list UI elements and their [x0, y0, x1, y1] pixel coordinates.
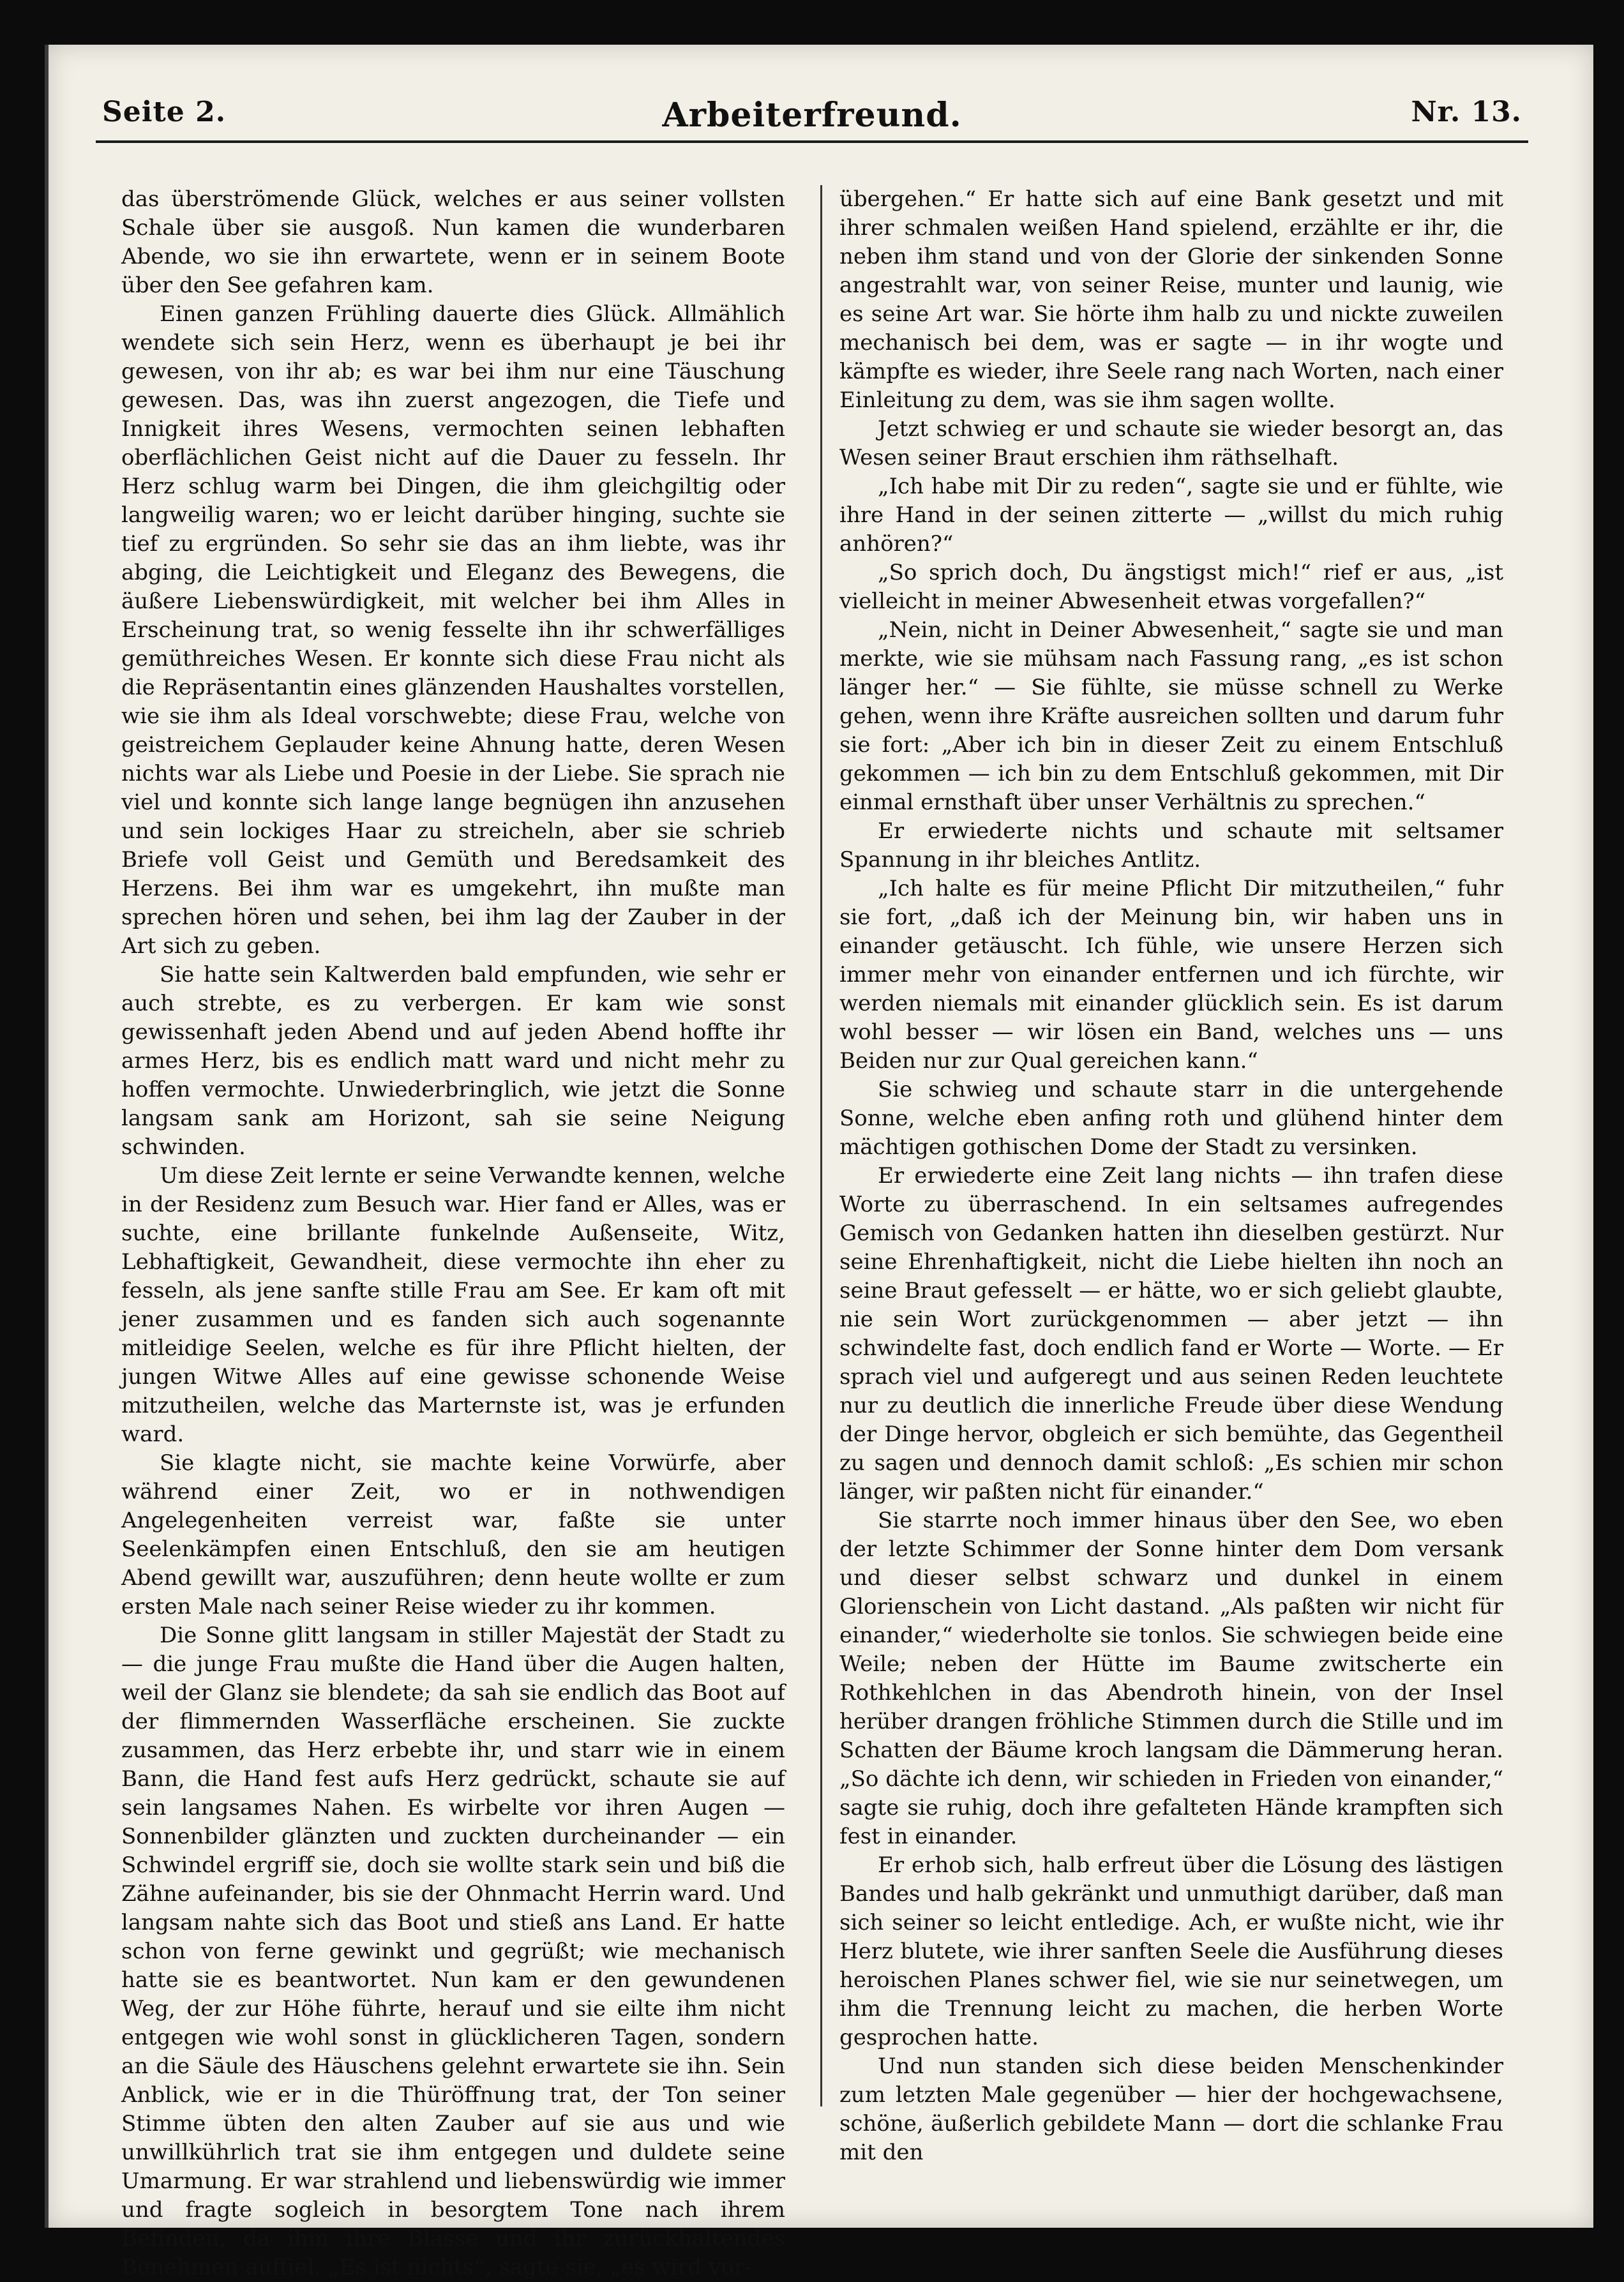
paragraph: das überströmende Glück, welches er aus seiner vollsten Schale über sie ausgoß. Nun kamen die wunderbaren Abende, wo sie ihn erwartete, wenn er in seinem Boote über den See gefahren kam.: [121, 186, 785, 298]
column-divider: [820, 185, 822, 2106]
paragraph: Sie klagte nicht, sie machte keine Vorwürfe, aber während einer Zeit, wo er in nothwendigen Angelegenheiten verreist war, faßte sie unter Seelenkämpfen einen Entschluß, den sie am heutigen Abend gewillt war, auszuführen; denn heute wollte er zum ersten Male nach seiner Reise wieder zu ihr kommen.: [121, 1450, 785, 1619]
paragraph: Er erwiederte nichts und schaute mit seltsamer Spannung in ihr bleiches Antlitz.: [839, 818, 1503, 873]
newspaper-title: Arbeiterfreund.: [662, 96, 962, 135]
paragraph: Und nun standen sich diese beiden Menschenkinder zum letzten Male gegenüber — hier der hochgewachsene, schöne, äußerlich gebildete Mann — dort die schlanke Frau mit den: [839, 2053, 1503, 2165]
right-column: [839, 185, 1503, 2165]
page-header: [96, 77, 1528, 143]
paragraph: Einen ganzen Frühling dauerte dies Glück. Allmählich wendete sich sein Herz, wenn es überhaupt je bei ihr gewesen, von ihr ab; es war bei ihm nur eine Täuschung gewesen. Das, was ihn zuerst angezogen, die Tiefe und Innigkeit ihres Wesens, vermochten seinen lebhaften oberflächlichen Geist nicht auf die Dauer zu fesseln. Ihr Herz schlug warm bei Dingen, die ihm gleichgiltig oder langweilig waren; wo er leicht darüber hinging, suchte sie tief zu ergründen. So sehr sie das an ihm liebte, was ihr abging, die Leichtigkeit und Eleganz des Bewegens, die äußere Liebenswürdigkeit, mit welcher bei ihm Alles in Erscheinung trat, so wenig fesselte ihn ihr schwerfälliges gemüthreiches Wesen. Er konnte sich diese Frau nicht als die Repräsentantin eines glänzenden Haushaltes vorstellen, wie sie ihm als Ideal vorschwebte; diese Frau, welche von geistreichem Geplauder keine Ahnung hatte, deren Wesen nichts war als Liebe und Poesie in der Liebe. Sie sprach nie viel und konnte sich lange lange begnügen ihn anzusehen und sein lockiges Haar zu streicheln, aber sie schrieb Briefe voll Geist und Gemüth und Beredsamkeit des Herzens. Bei ihm war es umgekehrt, ihn mußte man sprechen hören und sehen, bei ihm lag der Zauber in der Art sich zu geben.: [121, 301, 785, 959]
paragraph: Er erwiederte eine Zeit lang nichts — ihn trafen diese Worte zu überraschend. In ein seltsames aufregendes Gemisch von Gedanken hatten ihn dieselben gestürzt. Nur seine Ehrenhaftigkeit, nicht die Liebe hielten ihn noch an seine Braut gefesselt — er hätte, wo er sich geliebt glaubte, nie sein Wort zurückgenommen — aber jetzt — ihn schwindelte fast, doch endlich fand er Worte — Worte. — Er sprach viel und aufgeregt und aus seinen Reden leuchtete nur zu deutlich die innerliche Freude über diese Wendung der Dinge hervor, obgleich er sich bemühte, das Gegentheil zu sagen und dennoch damit schloß: „Es schien mir schon länger, wir paßten nicht für einander.“: [839, 1163, 1503, 1505]
paragraph: Sie schwieg und schaute starr in die untergehende Sonne, welche eben anfing roth und glühend hinter dem mächtigen gothischen Dome der Stadt zu versinken.: [839, 1077, 1503, 1160]
paragraph: Er erhob sich, halb erfreut über die Lösung des lästigen Bandes und halb gekränkt und unmuthigt darüber, daß man sich seiner so leicht entledige. Ach, er wußte nicht, wie ihr Herz blutete, wie ihrer sanften Seele die Ausführung dieses heroischen Planes schwer fiel, wie sie nur seinetwegen, um ihm die Trennung leicht zu machen, die herben Worte gesprochen hatte.: [839, 1852, 1503, 2050]
paragraph: „So sprich doch, Du ängstigst mich!“ rief er aus, „ist vielleicht in meiner Abwesenheit etwas vorgefallen?“: [839, 560, 1503, 614]
paragraph: Sie starrte noch immer hinaus über den See, wo eben der letzte Schimmer der Sonne hinter dem Dom versank und dieser selbst schwarz und dunkel in einem Glorienschein von Licht dastand. „Als paßten wir nicht für einander,“ wiederholte sie tonlos. Sie schwiegen beide eine Weile; neben der Hütte im Baume zwitscherte ein Rothkehlchen in das Abendroth hinein, von der Insel herüber drangen fröhliche Stimmen durch die Stille und im Schatten der Bäume kroch langsam die Dämmerung heran. „So dächte ich denn, wir schieden in Frieden von einander,“ sagte sie ruhig, doch ihre gefalteten Hände krampften sich fest in einander.: [839, 1508, 1503, 1849]
paragraph: Sie hatte sein Kaltwerden bald empfunden, wie sehr er auch strebte, es zu verbergen. Er kam wie sonst gewissenhaft jeden Abend und auf jeden Abend hoffte ihr armes Herz, bis es endlich matt ward und nicht mehr zu hoffen vermochte. Unwiederbringlich, wie jetzt die Sonne langsam sank am Horizont, sah sie seine Neigung schwinden.: [121, 962, 785, 1160]
paragraph: „Ich habe mit Dir zu reden“, sagte sie und er fühlte, wie ihre Hand in der seinen zitterte — „willst du mich ruhig anhören?“: [839, 474, 1503, 557]
paragraph: „Ich halte es für meine Pflicht Dir mitzutheilen,“ fuhr sie fort, „daß ich der Meinung bin, wir haben uns in einander getäuscht. Ich fühle, wie unsere Herzen sich immer mehr von einander entfernen und ich fürchte, wir werden niemals mit einander glücklich sein. Es ist darum wohl besser — wir lösen ein Band, welches uns — uns Beiden nur zur Qual gereichen kann.“: [839, 876, 1503, 1074]
left-column: [121, 185, 785, 2280]
paragraph: Jetzt schwieg er und schaute sie wieder besorgt an, das Wesen seiner Braut erschien ihm räthselhaft.: [839, 416, 1503, 470]
page-number: Seite 2.: [102, 96, 227, 128]
paragraph: Die Sonne glitt langsam in stiller Majestät der Stadt zu — die junge Frau mußte die Hand über die Augen halten, weil der Glanz sie blendete; da sah sie endlich das Boot auf der flimmernden Wasserfläche erscheinen. Sie zuckte zusammen, das Herz erbebte ihr, und starr wie in einem Bann, die Hand fest aufs Herz gedrückt, schaute sie auf sein langsames Nahen. Es wirbelte vor ihren Augen — Sonnenbilder glänzten und zuckten durcheinander — ein Schwindel ergriff sie, doch sie wollte stark sein und biß die Zähne aufeinander, bis sie der Ohnmacht Herrin ward. Und langsam nahte sich das Boot und stieß ans Land. Er hatte schon von ferne gewinkt und gegrüßt; wie mechanisch hatte sie es beantwortet. Nun kam er den gewundenen Weg, der zur Höhe führte, herauf und sie eilte ihm nicht entgegen wie wohl sonst in glücklicheren Tagen, sondern an die Säule des Häuschens gelehnt erwartete sie ihn. Sein Anblick, wie er in die Thüröffnung trat, der Ton seiner Stimme übten den alten Zauber auf sie aus und wie unwillkührlich trat sie ihm entgegen und duldete seine Umarmung. Er war strahlend und liebenswürdig wie immer und fragte sogleich in besorgtem Tone nach ihrem Befinden, da ihm ihre Blässe und ihr zurückhaltendes Benehmen auffiel. „Es ist nichts“, sagte sie, „es wird vor-: [121, 1623, 785, 2280]
paragraph: Um diese Zeit lernte er seine Verwandte kennen, welche in der Residenz zum Besuch war. Hier fand er Alles, was er suchte, eine brillante funkelnde Außenseite, Witz, Lebhaftigkeit, Gewandheit, diese vermochte ihn eher zu fesseln, als jene sanfte stille Frau am See. Er kam oft mit jener zusammen und es fanden sich auch sogenannte mitleidige Seelen, welche es für ihre Pflicht hielten, der jungen Witwe Alles auf eine gewisse schonende Weise mitzutheilen, welche das Marternste ist, was je erfunden ward.: [121, 1163, 785, 1447]
issue-number: Nr. 13.: [1411, 96, 1522, 128]
paragraph: „Nein, nicht in Deiner Abwesenheit,“ sagte sie und man merkte, wie sie mühsam nach Fassung rang, „es ist schon länger her.“ — Sie fühlte, sie müsse schnell zu Werke gehen, wenn ihre Kräfte ausreichen sollten und darum fuhr sie fort: „Aber ich bin in dieser Zeit zu einem Entschluß gekommen — ich bin zu dem Entschluß gekommen, mit Dir einmal ernsthaft über unser Verhältnis zu sprechen.“: [839, 617, 1503, 815]
paragraph: übergehen.“ Er hatte sich auf eine Bank gesetzt und mit ihrer schmalen weißen Hand spielend, erzählte er ihr, die neben ihm stand und von der Glorie der sinkenden Sonne angestrahlt war, von seiner Reise, munter und launig, wie es seine Art war. Sie hörte ihm halb zu und nickte zuweilen mechanisch bei dem, was er sagte — in ihr wogte und kämpfte es wieder, ihre Seele rang nach Worten, nach einer Einleitung zu dem, was sie ihm sagen wollte.: [839, 186, 1503, 413]
